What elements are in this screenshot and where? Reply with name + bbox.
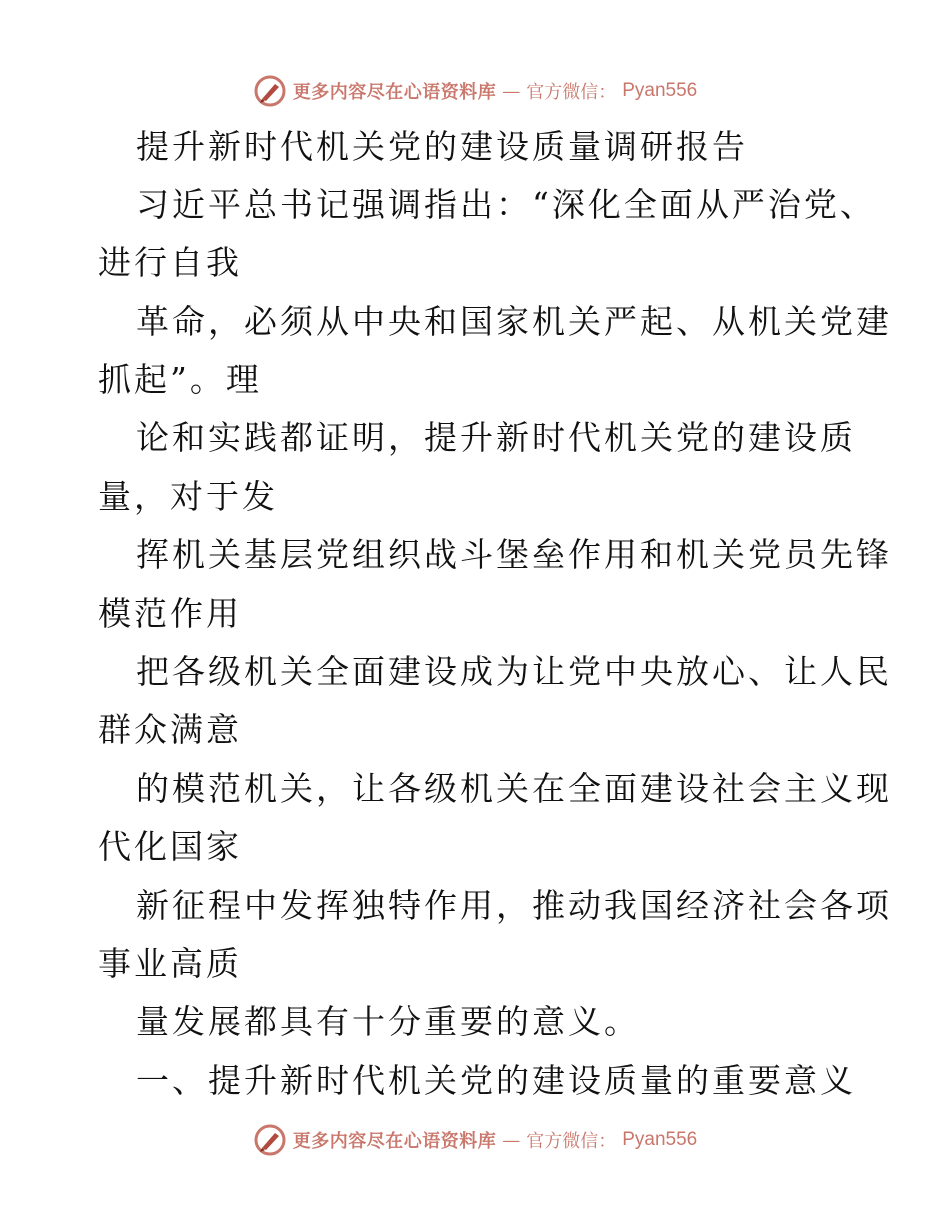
paragraph-line: 论和实践都证明，提升新时代机关党的建设质 xyxy=(136,418,856,457)
watermark-wechat-label: 官方微信： xyxy=(526,82,617,103)
paragraph-line: 习近平总书记强调指出：“深化全面从严治党、 xyxy=(136,185,876,224)
paragraph-line: 的模范机关，让各级机关在全面建设社会主义现 xyxy=(136,769,892,808)
watermark-wechat-id: Pyan556 xyxy=(622,1129,698,1150)
watermark-text: 更多内容尽在心语资料库 xyxy=(292,1131,497,1152)
pen-seal-icon xyxy=(253,1123,287,1157)
watermark-text: 更多内容尽在心语资料库 xyxy=(292,82,497,103)
paragraph-line: 代化国家 xyxy=(98,827,242,866)
section-heading: 一、提升新时代机关党的建设质量的重要意义 xyxy=(136,1061,856,1100)
paragraph-line: 革命，必须从中央和国家机关严起、从机关党建 xyxy=(136,302,892,341)
paragraph-line: 事业高质 xyxy=(98,944,242,983)
paragraph-line: 量，对于发 xyxy=(98,477,278,516)
paragraph-line: 新征程中发挥独特作用，推动我国经济社会各项 xyxy=(136,886,892,925)
paragraph-line: 模范作用 xyxy=(98,594,242,633)
paragraph-line: 进行自我 xyxy=(98,243,242,282)
pen-seal-icon xyxy=(253,74,287,108)
paragraph-line: 量发展都具有十分重要的意义。 xyxy=(136,1002,640,1041)
document-title: 提升新时代机关党的建设质量调研报告 xyxy=(136,127,748,166)
header-watermark xyxy=(0,71,950,111)
paragraph-line: 把各级机关全面建设成为让党中央放心、让人民 xyxy=(136,652,892,691)
paragraph-line: 抓起”。理 xyxy=(98,360,262,399)
watermark-separator: — xyxy=(502,80,521,102)
footer-watermark xyxy=(0,1120,950,1160)
watermark-separator: — xyxy=(502,1129,521,1151)
paragraph-line: 挥机关基层党组织战斗堡垒作用和机关党员先锋 xyxy=(136,535,892,574)
watermark-wechat-id: Pyan556 xyxy=(622,80,698,101)
watermark-wechat-label: 官方微信： xyxy=(526,1131,617,1152)
paragraph-line: 群众满意 xyxy=(98,710,242,749)
